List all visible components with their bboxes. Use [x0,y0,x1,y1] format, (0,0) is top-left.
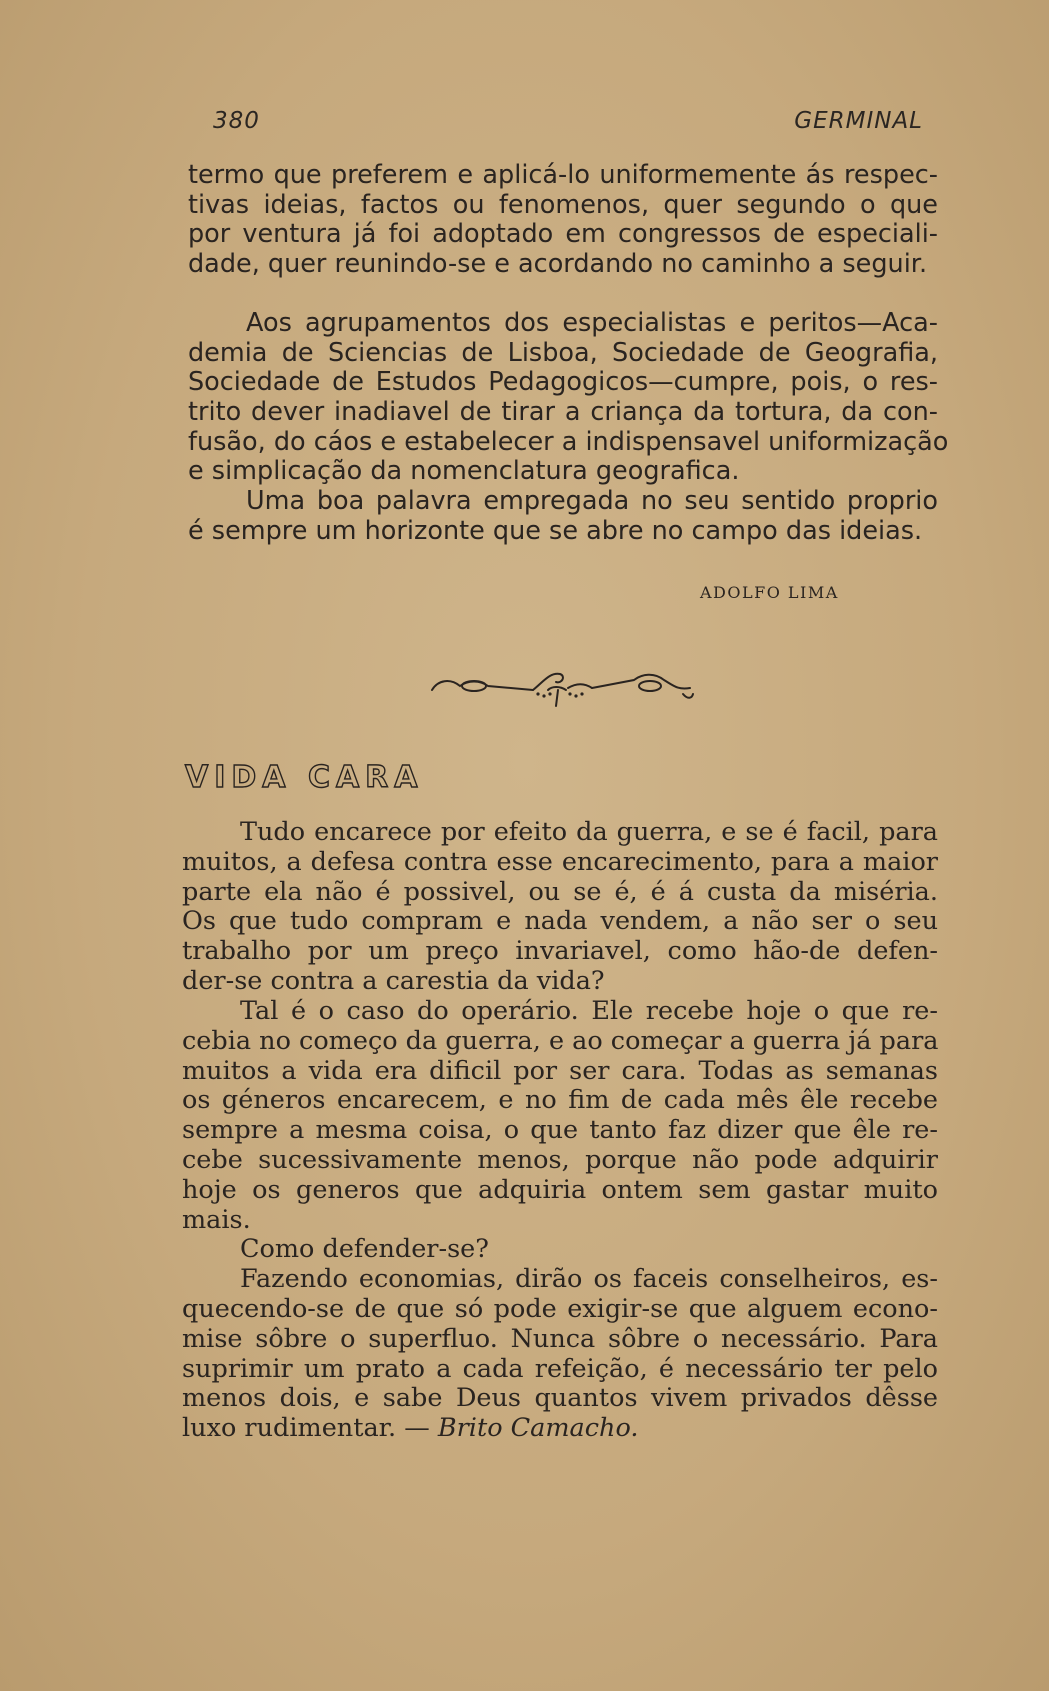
text-line: trito dever inadiavel de tirar a criança da tortura, da con- [188,397,938,428]
article2-paragraph1 [182,818,938,997]
text-line: e simplicação da nomenclatura geografica. [188,456,740,487]
text-line: termo que preferem e aplicá-lo uniformemente ás respec- [188,160,938,190]
text-line: trabalho por um preço invariavel, como hão-de defen- [182,936,938,967]
text-line: Como defender-se? [240,1234,489,1265]
text-line: menos dois, e sabe Deus quantos vivem privados dêsse [182,1383,938,1414]
text-line: cebe sucessivamente menos, porque não pode adquirir [182,1144,938,1175]
text-line: demia de Sciencias de Lisboa, Sociedade de Geografia, [188,337,938,368]
text-line-final [182,1414,938,1444]
ornament-divider-icon [428,660,698,710]
running-title: GERMINAL [794,108,923,134]
text-line: muitos, a defesa contra esse encarecimento, para a maior [182,846,938,877]
page-header [213,108,923,142]
text-line: dade, quer reunindo-se e acordando no caminho a seguir. [188,249,928,280]
text-line: muitos a vida era dificil por ser cara. Todas as semanas [182,1055,938,1086]
text-line: Tal é o caso do operário. Ele recebe hoje o que re- [240,996,938,1026]
text-line: fusão, do cáos e estabelecer a indispensavel uniformização [188,426,949,457]
text-line: mise sôbre o superfluo. Nunca sôbre o necessário. Para [182,1323,938,1354]
text-line: Tudo encarece por efeito da guerra, e se é facil, para [240,817,938,847]
text-line: por ventura já foi adoptado em congressos de especiali- [188,219,938,250]
text-line: Sociedade de Estudos Pedagogicos—cumpre, pois, o res- [188,367,938,398]
text-line: os géneros encarecem, e no fim de cada mês êle recebe [182,1085,938,1116]
text-line: sempre a mesma coisa, o que tanto faz dizer que êle re- [182,1115,938,1146]
text-line: mais. [182,1204,251,1235]
text-line: Uma boa palavra empregada no seu sentido proprio [246,486,938,517]
text-line: tivas ideias, factos ou fenomenos, quer segundo o que [188,189,938,220]
text-line: suprimir um prato a cada refeição, é necessário ter pelo [182,1353,938,1384]
text-line: Os que tudo compram e nada vendem, a não ser o seu [182,906,938,937]
article2-paragraph2 [182,997,938,1444]
author-signature-inline: Brito Camacho. [437,1413,639,1444]
text-line: é sempre um horizonte que se abre no campo das ideias. [188,515,923,546]
text-line: cebia no começo da guerra, e ao começar a guerra já para [182,1025,939,1056]
section-title: VIDA CARA [185,760,424,795]
article1-paragraph2 [188,308,949,547]
text-line: Aos agrupamentos dos especialistas e peritos—Aca- [246,308,938,338]
text-line: Fazendo economias, dirão os faceis conselheiros, es- [240,1264,938,1295]
text-line: quecendo-se de que só pode exigir-se que alguem econo- [182,1293,938,1324]
text-line: parte ela não é possivel, ou se é, é á custa da miséria. [182,876,938,907]
text-line: hoje os generos que adquiria ontem sem gastar muito [182,1174,938,1205]
article1-paragraph1 [188,161,938,280]
text-line: der-se contra a carestia da vida? [182,965,605,996]
page-number: 380 [213,108,260,134]
final-line-text: luxo rudimentar. — [182,1413,438,1444]
author-signature: ADOLFO LIMA [700,583,839,602]
